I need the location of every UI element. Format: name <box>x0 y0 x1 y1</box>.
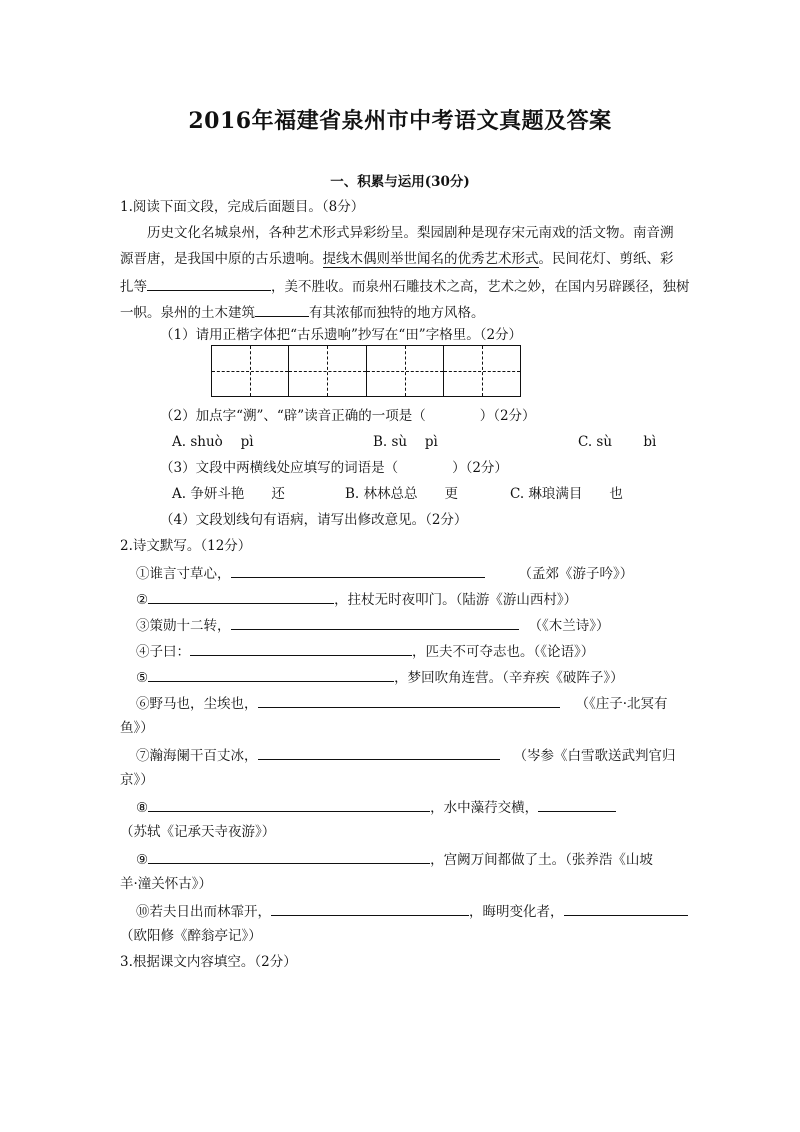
q1-sub3-option-a[interactable]: A. 争妍斗艳 还 <box>172 486 285 502</box>
item-text: ③策勋十二转， <box>136 618 231 634</box>
section-heading: 一、积累与运用(30分) <box>330 174 470 190</box>
blank[interactable] <box>148 797 430 812</box>
item-text: ，梦回吹角连营。（辛弃疾《破阵子》） <box>394 670 624 686</box>
item-source: （《木兰诗》） <box>528 618 610 634</box>
q2-item6 <box>136 693 668 713</box>
item-text: ⑦瀚海阑干百丈冰， <box>136 748 258 764</box>
q2-item9-cont: 羊·潼关怀古》） <box>120 876 213 892</box>
q2-item8 <box>136 797 616 817</box>
q3-heading: 3.根据课文内容填空。（2分） <box>120 954 297 970</box>
blank[interactable] <box>538 797 616 812</box>
blank-1[interactable] <box>147 276 271 291</box>
item-text: ② <box>136 592 149 608</box>
blank[interactable] <box>258 745 500 760</box>
q1-sub4: （4）文段划线句有语病，请写出修改意见。（2分） <box>160 512 468 528</box>
q2-item9 <box>136 849 653 869</box>
item-text: ，匹夫不可夺志也。（《论语》） <box>412 644 595 660</box>
blank[interactable] <box>231 615 519 630</box>
q1-passage-line3 <box>120 276 690 296</box>
blank[interactable] <box>258 693 560 708</box>
q2-item10-cont: （欧阳修《醉翁亭记》） <box>120 928 262 944</box>
grid-cell[interactable] <box>289 346 366 396</box>
q1-sub3: （3）文段中两横线处应填写的词语是（ ）（2分） <box>160 460 508 476</box>
passage-text: ，美不胜收。而泉州石雕技术之高，艺术之妙，在国内另辟蹊径，独树 <box>271 279 690 295</box>
item-text: ④子曰： <box>136 644 190 660</box>
underlined-sentence: 提线木偶则举世闻名的优秀艺术形式 <box>322 251 539 267</box>
grid-cell[interactable] <box>212 346 289 396</box>
blank[interactable] <box>564 901 688 916</box>
q2-item2 <box>136 589 577 609</box>
q1-sub2-option-a[interactable]: A. shuò pì <box>172 434 254 450</box>
q1-heading: 1.阅读下面文段，完成后面题目。（8分） <box>120 199 365 215</box>
q1-passage-line1: 历史文化名城泉州，各种艺术形式异彩纷呈。梨园剧种是现存宋元南戏的活文物。南音溯 <box>147 225 674 241</box>
blank[interactable] <box>148 667 394 682</box>
item-text: ⑨ <box>136 852 149 868</box>
item-text: ⑤ <box>136 670 149 686</box>
item-text: ⑥野马也，尘埃也， <box>136 696 258 712</box>
q2-item10 <box>136 901 688 921</box>
q1-sub3-option-c[interactable]: C. 琳琅满目 也 <box>510 486 623 502</box>
item-text: ，晦明变化者， <box>469 904 564 920</box>
passage-text: 一帜。泉州的土木建筑 <box>120 305 255 321</box>
item-text: ①谁言寸草心， <box>136 566 231 582</box>
item-text: ⑧ <box>136 800 149 816</box>
q1-sub3-option-b[interactable]: B. 林林总总 更 <box>345 486 459 502</box>
grid-cell[interactable] <box>367 346 444 396</box>
q2-item4 <box>136 641 594 661</box>
blank[interactable] <box>148 589 334 604</box>
q1-sub2: （2）加点字“溯”、“辟”读音正确的一项是（ ）（2分） <box>160 408 536 424</box>
q2-item7-cont: 京》） <box>120 772 154 788</box>
q2-item3 <box>136 615 610 635</box>
q1-passage-line4 <box>120 302 485 322</box>
passage-text: 源晋唐，是我国中原的古乐遗响。 <box>120 251 323 267</box>
item-text: ⑩若夫日出而林霏开， <box>136 904 271 920</box>
passage-text: 。民间花灯、剪纸、彩 <box>538 251 674 267</box>
item-text: ，水中藻荇交横， <box>430 800 539 816</box>
item-text: ，拄杖无时夜叩门。（陆游《游山西村》） <box>334 592 578 608</box>
document-title: 2016年福建省泉州市中考语文真题及答案 <box>188 108 612 134</box>
item-text: ，宫阙万间都做了土。（张养浩《山坡 <box>430 852 653 868</box>
passage-text: 有其浓郁而独特的地方风格。 <box>309 305 485 321</box>
q1-sub2-option-b[interactable]: B. sù pì <box>373 434 438 450</box>
blank[interactable] <box>190 641 412 656</box>
blank[interactable] <box>148 849 430 864</box>
item-source: （孟郊《游子吟》） <box>518 566 634 582</box>
q2-item1 <box>136 563 633 583</box>
q2-heading: 2.诗文默写。（12分） <box>120 538 252 554</box>
q1-passage-line2 <box>120 250 674 268</box>
tian-grid[interactable] <box>211 345 521 397</box>
q1-sub1: （1）请用正楷字体把“古乐遗响”抄写在“田”字格里。（2分） <box>160 327 523 343</box>
passage-text: 扎等 <box>120 279 147 295</box>
blank[interactable] <box>231 563 485 578</box>
q2-item5 <box>136 667 624 687</box>
item-source: （岑参《白雪歌送武判官归 <box>513 748 676 764</box>
q2-item6-cont: 鱼》） <box>120 720 154 736</box>
q2-item7 <box>136 745 676 765</box>
q2-item8-cont: （苏轼《记承天寺夜游》） <box>120 824 276 840</box>
blank-2[interactable] <box>255 302 309 317</box>
q1-sub2-option-c[interactable]: C. sù bì <box>578 434 657 450</box>
grid-cell[interactable] <box>444 346 520 396</box>
item-source: （《庄子·北冥有 <box>575 696 668 712</box>
blank[interactable] <box>271 901 469 916</box>
